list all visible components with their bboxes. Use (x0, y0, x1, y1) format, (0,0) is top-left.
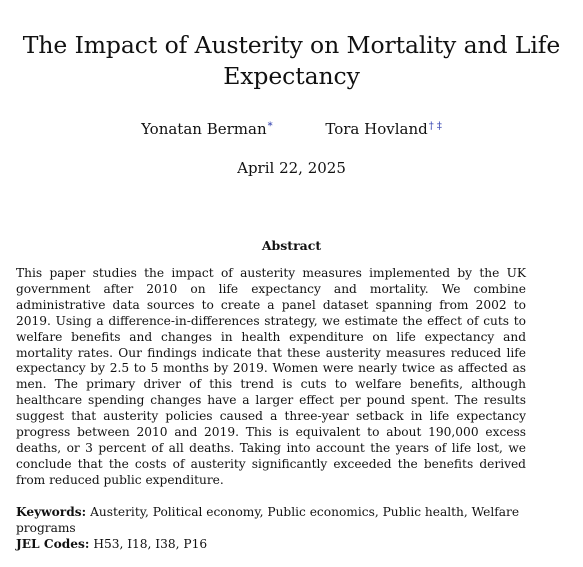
keywords-line (16, 505, 526, 537)
keywords-label: Keywords: (16, 505, 87, 519)
abstract-heading: Abstract (261, 238, 322, 253)
author-hovland (325, 117, 442, 139)
author-list (0, 117, 583, 139)
publication-date: April 22, 2025 (237, 159, 346, 177)
author-name: Tora Hovland (325, 120, 428, 138)
paper-title: The Impact of Austerity on Mortality and Life Expectancy (22, 31, 561, 90)
author-footnote-marks[interactable]: * (267, 121, 273, 132)
author-name: Yonatan Berman (141, 120, 267, 138)
author-footnote-marks[interactable]: † ‡ (428, 121, 442, 132)
jel-codes-value: H53, I18, I38, P16 (93, 537, 208, 551)
author-berman (141, 117, 273, 139)
jel-codes-label: JEL Codes: (16, 537, 90, 551)
abstract-text: This paper studies the impact of austerity measures implemented by the UK government after 2010 on life expectancy and mortality. We combine administrative data sources to create a panel dataset spanning from 2002 to 2019. Using a difference-in-differences strategy, we estimate the effect of cuts to welfare benefits and changes in health expenditure on life expectancy and mortality rates. Our findings indicate that these austerity measures reduced life expectancy by 2.5 to 5 months by 2019. Women were nearly twice as affected as men. The primary driver of this trend is cuts to welfare benefits, although healthcare spending changes have a larger effect per pound spent. The results suggest that austerity policies caused a three-year setback in life expectancy progress between 2010 and 2019. This is equivalent to about 190,000 excess deaths, or 3 percent of all deaths. Taking into account the years of life lost, we conclude that the costs of austerity significantly exceeded the benefits derived from reduced public expenditure. (16, 266, 526, 487)
jel-codes-line (16, 537, 526, 553)
keywords-value: Austerity, Political economy, Public economics, Public health, Welfare programs (16, 505, 520, 535)
